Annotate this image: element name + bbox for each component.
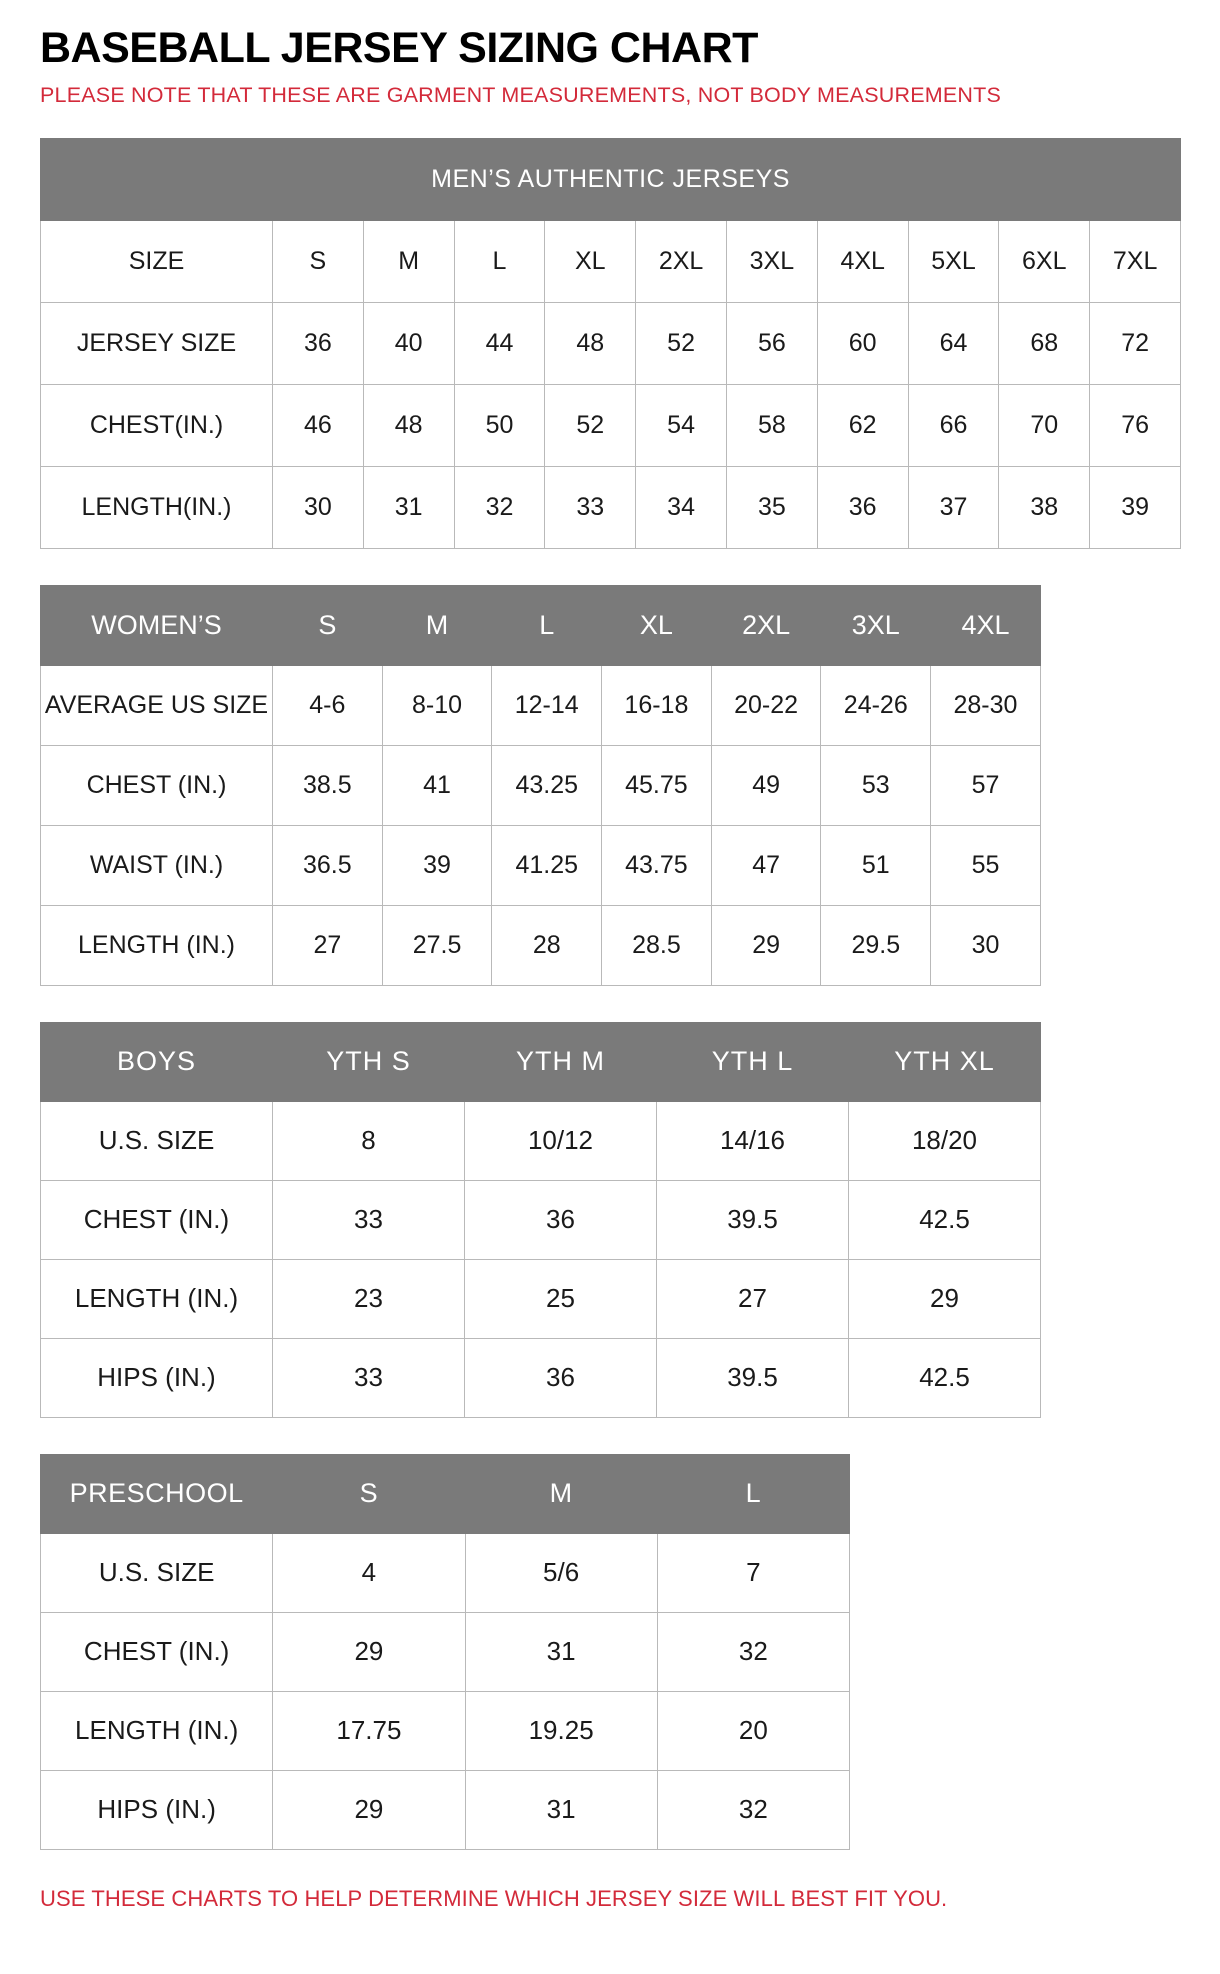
cell: 3XL — [726, 220, 817, 302]
cell: 29.5 — [821, 905, 931, 985]
cell: 31 — [465, 1770, 657, 1849]
cell: 18/20 — [849, 1101, 1041, 1180]
cell: 7XL — [1090, 220, 1181, 302]
table-row — [41, 466, 1181, 548]
cell: 8 — [273, 1101, 465, 1180]
cell: 39.5 — [657, 1338, 849, 1417]
preschool-header-label: PRESCHOOL — [41, 1454, 273, 1533]
cell: 64 — [908, 302, 999, 384]
table-row — [41, 1101, 1041, 1180]
cell: 39.5 — [657, 1180, 849, 1259]
column-header: 3XL — [821, 585, 931, 665]
row-label: HIPS (IN.) — [41, 1770, 273, 1849]
cell: 47 — [711, 825, 821, 905]
cell: 33 — [273, 1338, 465, 1417]
row-label: HIPS (IN.) — [41, 1338, 273, 1417]
cell: 41 — [382, 745, 492, 825]
cell: 30 — [273, 466, 364, 548]
row-label: CHEST(IN.) — [41, 384, 273, 466]
row-label: CHEST (IN.) — [41, 1612, 273, 1691]
table-row — [41, 1259, 1041, 1338]
cell: 72 — [1090, 302, 1181, 384]
cell: 48 — [363, 384, 454, 466]
cell: 25 — [465, 1259, 657, 1338]
cell: 36 — [465, 1180, 657, 1259]
cell: 20-22 — [711, 665, 821, 745]
cell: 5XL — [908, 220, 999, 302]
cell: 58 — [726, 384, 817, 466]
mens-table-banner: MEN’S AUTHENTIC JERSEYS — [41, 138, 1181, 220]
cell: 46 — [273, 384, 364, 466]
table-row — [41, 1533, 850, 1612]
table-row — [41, 1612, 850, 1691]
cell: 48 — [545, 302, 636, 384]
cell: 28-30 — [931, 665, 1041, 745]
cell: 32 — [657, 1770, 849, 1849]
cell: 36 — [817, 466, 908, 548]
cell: 45.75 — [602, 745, 712, 825]
cell: 12-14 — [492, 665, 602, 745]
cell: 68 — [999, 302, 1090, 384]
cell: 34 — [636, 466, 727, 548]
cell: 76 — [1090, 384, 1181, 466]
table-row — [41, 302, 1181, 384]
cell: 56 — [726, 302, 817, 384]
womens-sizing-table — [40, 585, 1041, 986]
row-label: JERSEY SIZE — [41, 302, 273, 384]
page-title: BASEBALL JERSEY SIZING CHART — [40, 24, 758, 72]
cell: 41.25 — [492, 825, 602, 905]
cell: 4-6 — [273, 665, 383, 745]
cell: XL — [545, 220, 636, 302]
cell: 5/6 — [465, 1533, 657, 1612]
row-label: AVERAGE US SIZE — [41, 665, 273, 745]
cell: 38 — [999, 466, 1090, 548]
cell: 24-26 — [821, 665, 931, 745]
cell: 31 — [465, 1612, 657, 1691]
cell: 6XL — [999, 220, 1090, 302]
cell: 23 — [273, 1259, 465, 1338]
cell: 43.75 — [602, 825, 712, 905]
column-header: XL — [602, 585, 712, 665]
column-header: YTH M — [465, 1022, 657, 1101]
row-label: SIZE — [41, 220, 273, 302]
column-header: M — [382, 585, 492, 665]
cell: L — [454, 220, 545, 302]
cell: 54 — [636, 384, 727, 466]
cell: 29 — [273, 1612, 465, 1691]
cell: 7 — [657, 1533, 849, 1612]
cell: 36 — [273, 302, 364, 384]
cell: 10/12 — [465, 1101, 657, 1180]
column-header: 2XL — [711, 585, 821, 665]
column-header: L — [657, 1454, 849, 1533]
cell: 27 — [657, 1259, 849, 1338]
cell: 53 — [821, 745, 931, 825]
row-label: CHEST (IN.) — [41, 745, 273, 825]
cell: 19.25 — [465, 1691, 657, 1770]
cell: 20 — [657, 1691, 849, 1770]
cell: 66 — [908, 384, 999, 466]
cell: 50 — [454, 384, 545, 466]
cell: 31 — [363, 466, 454, 548]
table-row — [41, 220, 1181, 302]
column-header: YTH S — [273, 1022, 465, 1101]
column-header: YTH XL — [849, 1022, 1041, 1101]
column-header: 4XL — [931, 585, 1041, 665]
cell: 16-18 — [602, 665, 712, 745]
cell: 29 — [849, 1259, 1041, 1338]
cell: 39 — [1090, 466, 1181, 548]
boys-header-label: BOYS — [41, 1022, 273, 1101]
cell: 28.5 — [602, 905, 712, 985]
cell: 8-10 — [382, 665, 492, 745]
preschool-sizing-table — [40, 1454, 850, 1850]
footer-note: USE THESE CHARTS TO HELP DETERMINE WHICH JERSEY SIZE WILL BEST FIT YOU. — [40, 1885, 948, 1911]
column-header: S — [273, 585, 383, 665]
table-row — [41, 1338, 1041, 1417]
table-row — [41, 825, 1041, 905]
table-row — [41, 1770, 850, 1849]
row-label: LENGTH (IN.) — [41, 1259, 273, 1338]
womens-header-row — [41, 585, 1041, 665]
cell: 38.5 — [273, 745, 383, 825]
cell: 4XL — [817, 220, 908, 302]
cell: 57 — [931, 745, 1041, 825]
cell: S — [273, 220, 364, 302]
cell: 4 — [273, 1533, 465, 1612]
garment-measurement-note: PLEASE NOTE THAT THESE ARE GARMENT MEASUREMENTS, NOT BODY MEASUREMENTS — [40, 83, 1001, 108]
cell: 27.5 — [382, 905, 492, 985]
cell: 70 — [999, 384, 1090, 466]
table-row — [41, 1691, 850, 1770]
boys-sizing-table — [40, 1022, 1041, 1418]
row-label: WAIST (IN.) — [41, 825, 273, 905]
table-row — [41, 905, 1041, 985]
cell: 36.5 — [273, 825, 383, 905]
cell: 36 — [465, 1338, 657, 1417]
table-row — [41, 384, 1181, 466]
cell: 17.75 — [273, 1691, 465, 1770]
preschool-header-row — [41, 1454, 850, 1533]
row-label: CHEST (IN.) — [41, 1180, 273, 1259]
cell: 37 — [908, 466, 999, 548]
cell: 44 — [454, 302, 545, 384]
cell: 28 — [492, 905, 602, 985]
cell: 52 — [545, 384, 636, 466]
cell: 33 — [273, 1180, 465, 1259]
row-label: LENGTH (IN.) — [41, 905, 273, 985]
mens-table-banner-row — [41, 138, 1181, 220]
cell: 62 — [817, 384, 908, 466]
cell: 40 — [363, 302, 454, 384]
cell: 49 — [711, 745, 821, 825]
cell: 30 — [931, 905, 1041, 985]
cell: 2XL — [636, 220, 727, 302]
cell: 29 — [273, 1770, 465, 1849]
cell: 35 — [726, 466, 817, 548]
column-header: S — [273, 1454, 465, 1533]
cell: 39 — [382, 825, 492, 905]
cell: 42.5 — [849, 1180, 1041, 1259]
cell: 51 — [821, 825, 931, 905]
cell: 42.5 — [849, 1338, 1041, 1417]
boys-header-row — [41, 1022, 1041, 1101]
cell: 55 — [931, 825, 1041, 905]
cell: 32 — [657, 1612, 849, 1691]
row-label: LENGTH (IN.) — [41, 1691, 273, 1770]
column-header: M — [465, 1454, 657, 1533]
cell: 43.25 — [492, 745, 602, 825]
cell: 27 — [273, 905, 383, 985]
mens-sizing-table — [40, 138, 1181, 549]
column-header: L — [492, 585, 602, 665]
table-row — [41, 745, 1041, 825]
cell: 60 — [817, 302, 908, 384]
cell: 29 — [711, 905, 821, 985]
womens-header-label: WOMEN’S — [41, 585, 273, 665]
cell: 52 — [636, 302, 727, 384]
cell: 33 — [545, 466, 636, 548]
row-label: LENGTH(IN.) — [41, 466, 273, 548]
row-label: U.S. SIZE — [41, 1533, 273, 1612]
row-label: U.S. SIZE — [41, 1101, 273, 1180]
cell: M — [363, 220, 454, 302]
table-row — [41, 665, 1041, 745]
table-row — [41, 1180, 1041, 1259]
cell: 32 — [454, 466, 545, 548]
column-header: YTH L — [657, 1022, 849, 1101]
cell: 14/16 — [657, 1101, 849, 1180]
